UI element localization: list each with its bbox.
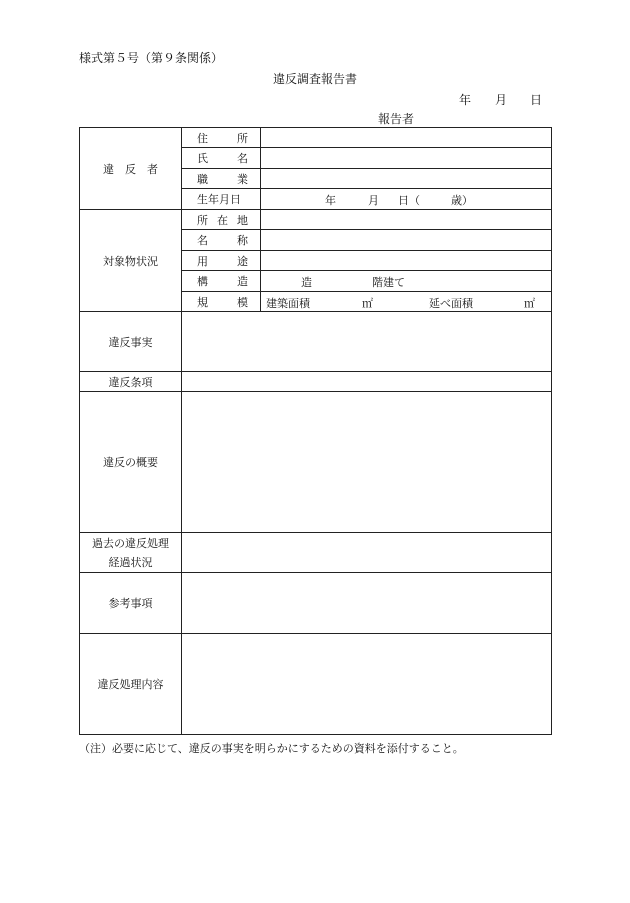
structure-field[interactable] (261, 271, 552, 292)
handling-label: 違反処理内容 (80, 634, 182, 735)
summary-label: 違反の概要 (80, 392, 182, 533)
structure-unit: 造 (301, 276, 312, 289)
scale-field[interactable] (261, 292, 552, 312)
footnote: （注）必要に応じて、違反の事実を明らかにするための資料を添付すること。 (79, 742, 464, 755)
use-field[interactable] (261, 251, 552, 271)
date-day-label: 日 (530, 93, 543, 107)
address-field[interactable] (261, 128, 552, 148)
occupation-field[interactable] (261, 169, 552, 189)
report-table (79, 127, 552, 735)
building-area-unit: ㎡ (362, 296, 373, 310)
total-floor-area-unit: ㎡ (524, 296, 535, 310)
birth-month-unit: 月 (368, 194, 379, 207)
date-month-label: 月 (495, 93, 508, 107)
name-label: 氏 名 (182, 148, 261, 169)
birth-age-unit: 歳） (451, 194, 473, 207)
location-field[interactable] (261, 210, 552, 230)
structure-label: 構 造 (182, 271, 261, 292)
reference-field[interactable] (182, 573, 552, 634)
form-number: 様式第５号（第９条関係） (79, 51, 224, 65)
birth-day-unit: 日（ (398, 194, 420, 207)
total-floor-area-label: 延べ面積 (429, 296, 473, 310)
summary-field[interactable] (182, 392, 552, 533)
birthdate-label: 生年月日 (182, 189, 261, 210)
floors-unit: 階建て (372, 276, 405, 289)
name-field[interactable] (261, 148, 552, 169)
violator-label: 違 反 者 (80, 128, 182, 210)
document-title: 違反調査報告書 (272, 72, 357, 86)
use-label: 用 途 (182, 251, 261, 271)
birth-year-unit: 年 (325, 194, 336, 207)
handling-field[interactable] (182, 634, 552, 735)
articles-label: 違反条項 (80, 372, 182, 392)
object-name-label: 名 称 (182, 230, 261, 251)
date-year-label: 年 (459, 93, 472, 107)
articles-field[interactable] (182, 372, 552, 392)
object-name-field[interactable] (261, 230, 552, 251)
address-label: 住 所 (182, 128, 261, 148)
past-handling-label: 過去の違反処理 経過状況 (80, 533, 182, 573)
reference-label: 参考事項 (80, 573, 182, 634)
past-handling-field[interactable] (182, 533, 552, 573)
reporter-label: 報告者 (378, 112, 415, 126)
facts-field[interactable] (182, 312, 552, 372)
occupation-label: 職 業 (182, 169, 261, 189)
scale-label: 規 模 (182, 292, 261, 312)
facts-label: 違反事実 (80, 312, 182, 372)
birthdate-field[interactable] (261, 189, 552, 210)
location-label: 所 在 地 (182, 210, 261, 230)
building-area-label: 建築面積 (266, 296, 310, 310)
target-label: 対象物状況 (80, 210, 182, 312)
